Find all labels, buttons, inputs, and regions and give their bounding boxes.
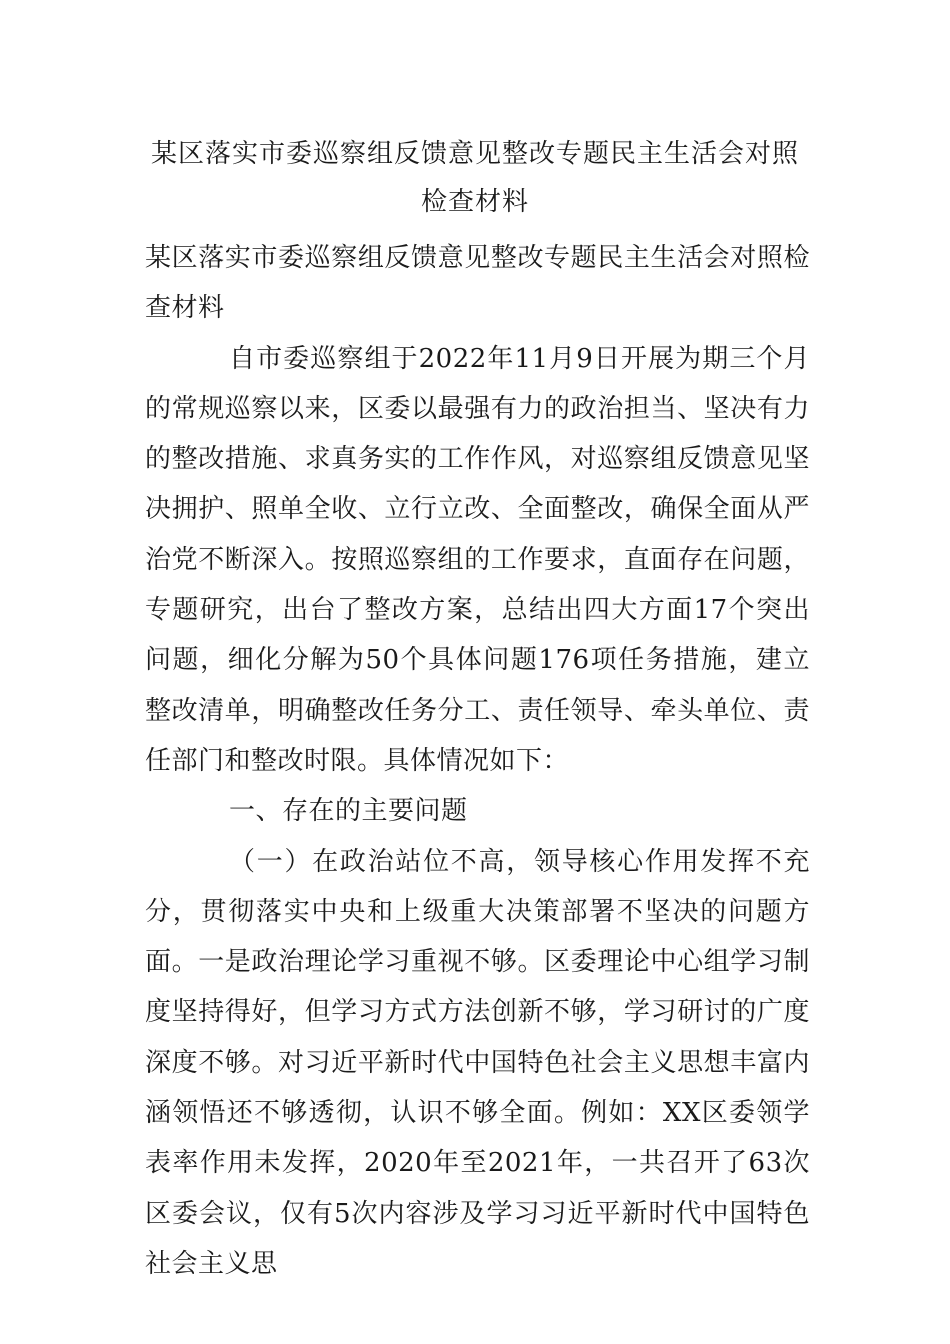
document-body: [145, 233, 810, 1289]
intro-paragraph: 自市委巡察组于2022年11月9日开展为期三个月的常规巡察以来，区委以最强有力的政治担当、坚决有力的整改措施、求真务实的工作作风，对巡察组反馈意见坚决拥护、照单全收、立行立改、全面整改，确保全面从严治党不断深入。按照巡察组的工作要求，直面存在问题，专题研究，出台了整改方案，总结出四大方面17个突出问题，细化分解为50个具体问题176项任务措施，建立整改清单，明确整改任务分工、责任领导、牵头单位、责任部门和整改时限。具体情况如下：: [145, 343, 810, 776]
document-title: 某区落实市委巡察组反馈意见整改专题民主生活会对照检查材料: [150, 139, 799, 217]
section-heading: 一、存在的主要问题: [229, 796, 468, 827]
subsection-paragraph: （一）在政治站位不高，领导核心作用发挥不充分，贯彻落实中央和上级重大决策部署不坚决的问题方面。一是政治理论学习重视不够。区委理论中心组学习制度坚持得好，但学习方式方法创新不够，学习研讨的广度深度不够。对习近平新时代中国特色社会主义思想丰富内涵领悟还不够透彻，认识不够全面。例如：XX区委领学表率作用未发挥，2020年至2021年，一共召开了63次区委会议，仅有5次内容涉及学习习近平新时代中国特色社会主义思: [145, 846, 810, 1279]
document-subtitle: 某区落实市委巡察组反馈意见整改专题民主生活会对照检查材料: [145, 243, 810, 324]
